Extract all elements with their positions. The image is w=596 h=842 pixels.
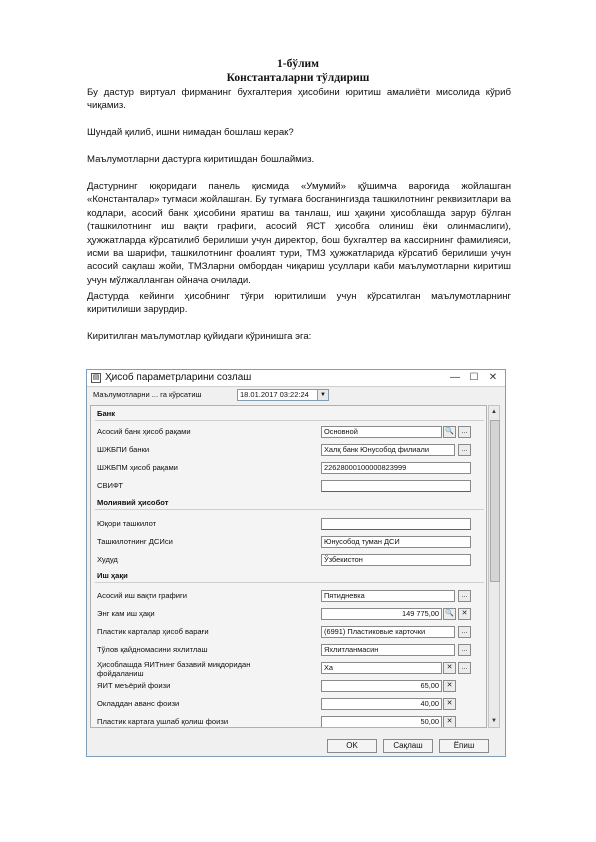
bank-field[interactable]: Халқ банк Юнусобод филиали <box>321 444 455 456</box>
paragraph-intro: Бу дастур виртуал фирманинг бухгалтерия ҳисобини юритиш амалиёти мисолида кўриб чиқамиз. <box>87 87 511 112</box>
clear-icon[interactable]: ✕ <box>443 716 456 728</box>
section-divider <box>95 420 484 421</box>
higher-org-field[interactable] <box>321 518 471 530</box>
save-button[interactable]: Сақлаш <box>383 739 433 753</box>
ok-button[interactable]: OK <box>327 739 377 753</box>
settings-form <box>90 405 487 728</box>
paragraph-question: Шундай қилиб, ишни нимадан бошлаш керак? <box>87 127 294 138</box>
scrollbar-thumb[interactable] <box>490 420 500 582</box>
date-value: 18.01.2017 03:22:24 <box>240 390 309 399</box>
label-higher-org: Юқори ташкилот <box>97 519 157 528</box>
date-field[interactable] <box>237 389 329 401</box>
select-button[interactable]: ... <box>458 662 471 674</box>
label-advance: Окладдан аванс фоизи <box>97 699 180 708</box>
label-yst-rate: ЯИТ меъёрий фоизи <box>97 681 171 690</box>
clear-icon[interactable]: ✕ <box>443 698 456 710</box>
min-wage-field[interactable]: 149 775,00 <box>321 608 442 620</box>
form-scrollbar[interactable] <box>488 405 500 728</box>
label-bank-acc-num: ШЖБПМ ҳисоб рақами <box>97 463 178 472</box>
select-button[interactable]: ... <box>458 426 471 438</box>
label-rounding: Тўлов қайдномасини яхлитлаш <box>97 645 208 654</box>
chevron-down-icon[interactable]: ▼ <box>317 390 328 400</box>
clear-icon[interactable]: ✕ <box>458 608 471 620</box>
search-icon[interactable]: 🔍 <box>443 608 456 620</box>
chevron-down-icon[interactable]: ▼ <box>491 718 497 724</box>
select-button[interactable]: ... <box>458 644 471 656</box>
chapter-number: 1-бўлим <box>277 58 319 70</box>
window-title: Ҳисоб параметрларини созлаш <box>105 372 252 383</box>
label-org-dsi: Ташкилотнинг ДСИси <box>97 537 173 546</box>
clear-icon[interactable]: ✕ <box>443 680 456 692</box>
close-button[interactable]: Ёпиш <box>439 739 489 753</box>
window-titlebar <box>87 370 505 387</box>
chevron-up-icon[interactable]: ▲ <box>491 409 497 415</box>
section-finance: Молиявий ҳисобот <box>97 498 169 507</box>
settings-window <box>86 369 506 757</box>
section-divider <box>95 582 484 583</box>
select-button[interactable]: ... <box>458 444 471 456</box>
close-window-button[interactable]: ✕ <box>488 372 498 383</box>
maximize-button[interactable]: ☐ <box>469 372 479 383</box>
work-schedule-field[interactable]: Пятидневка <box>321 590 455 602</box>
paragraph-requirement: Дастурда кейинги ҳисобнинг тўғри юритилиши учун кўрсатилган маълумотларнинг киритилиши зарурдир. <box>87 291 511 316</box>
label-card-percent: Пластик картага ушлаб қолиш фоизи <box>97 717 229 726</box>
select-button[interactable]: ... <box>458 590 471 602</box>
label-swift: СВИФТ <box>97 481 123 490</box>
label-bank: ШЖБПИ банки <box>97 445 150 454</box>
window-app-icon: ▤ <box>92 374 100 381</box>
card-account-field[interactable]: (6991) Пластиковые карточки <box>321 626 455 638</box>
toolbar-label: Маълумотларни ... га кўрсатиш <box>93 390 202 399</box>
chapter-title: Константаларни тўлдириш <box>226 72 370 84</box>
rounding-field[interactable]: Яхлитланмасин <box>321 644 455 656</box>
label-bank-account: Асосий банк ҳисоб рақами <box>97 427 191 436</box>
window-toolbar <box>87 387 505 404</box>
label-min-wage: Энг кам иш ҳақи <box>97 609 155 618</box>
clear-icon[interactable]: ✕ <box>443 662 456 674</box>
region-field[interactable]: Ўзбекистон <box>321 554 471 566</box>
advance-field[interactable]: 40,00 <box>321 698 442 710</box>
label-yst-base: Ҳисоблашда ЯИТнинг базавий миқдоридан фойдаланиш <box>97 660 251 678</box>
paragraph-view: Киритилган маълумотлар қуйидаги кўринишга эга: <box>87 331 312 342</box>
minimize-button[interactable]: — <box>450 372 460 383</box>
label-region: Худуд <box>97 555 118 564</box>
yst-base-field[interactable]: Ха <box>321 662 442 674</box>
search-icon[interactable]: 🔍 <box>443 426 456 438</box>
section-bank: Банк <box>97 409 116 418</box>
org-dsi-field[interactable]: Юнусобод туман ДСИ <box>321 536 471 548</box>
section-salary: Иш ҳақи <box>97 571 128 580</box>
card-percent-field[interactable]: 50,00 <box>321 716 442 728</box>
label-work-schedule: Асосий иш вақти графиги <box>97 591 188 600</box>
section-divider <box>95 509 484 510</box>
yst-rate-field[interactable]: 65,00 <box>321 680 442 692</box>
bank-acc-num-field[interactable]: 22628000100000823999 <box>321 462 471 474</box>
paragraph-constants: Дастурнинг юқоридаги панель қисмида «Умумий» қўшимча варoғида жойлашган «Константалар» тугмаси жойлашган. Бу тугмаға босганингизда ташкилотнинг реквизитлари ва кодлари, асосий банк ҳисобини яратиш ва танлаш, иш ҳақини ҳисоблашда зарур бўлган (ташкилотнинг иш вақти графиги, асосий ЯСТ ҳисобга олиниш ёки олинмаслиги), ҳужжатларда кўрсатилиб берилиши учун директор, бош бухгалтер ва кассирнинг фамилияси, исми ва шарифи, ташкилотнинг фоалият тури, ТМЗ ҳужжатларида кўрсатиб берилиши учун асосий сақлаш жойи, ТМЗларни омбордан чиқариш усуллари каби маълумотларни киритиш учун мўлжалланган ойнача очилади. <box>87 181 511 286</box>
bank-account-field[interactable]: Основной <box>321 426 442 438</box>
select-button[interactable]: ... <box>458 626 471 638</box>
swift-field[interactable] <box>321 480 471 492</box>
label-card-account: Пластик карталар ҳисоб варағи <box>97 627 209 636</box>
paragraph-start: Маълумотларни дастурга киритишдан бошлаймиз. <box>87 154 315 165</box>
